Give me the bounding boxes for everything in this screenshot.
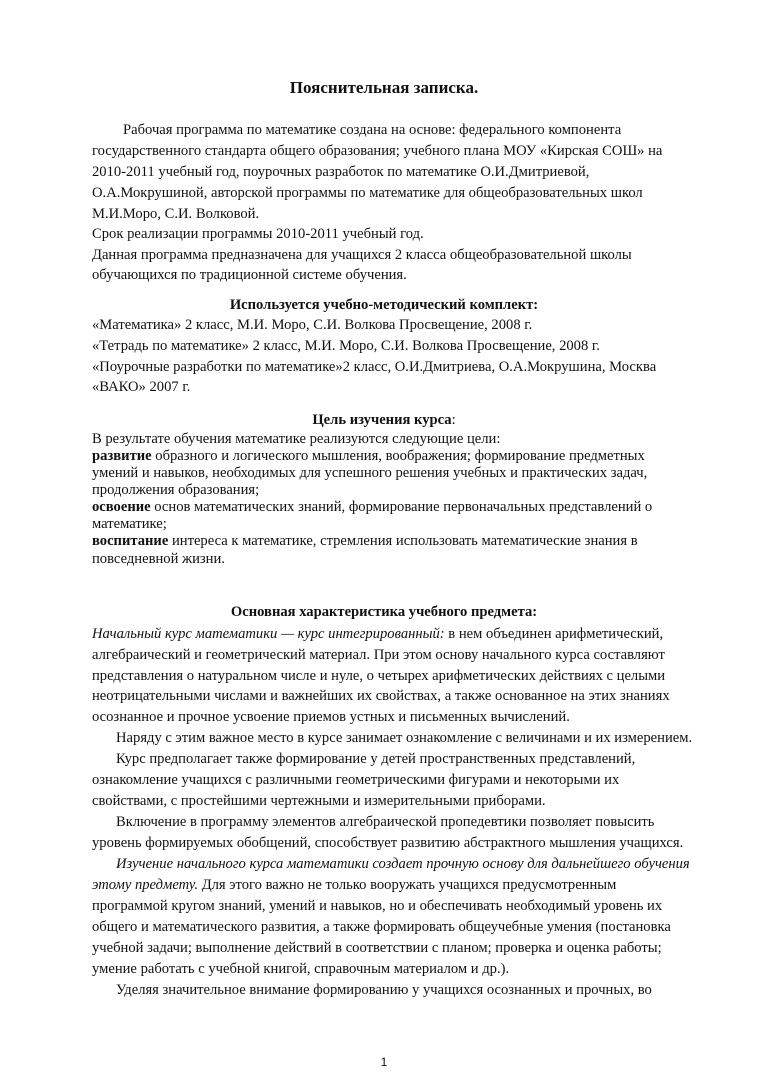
intro-line: Данная программа предназначена для учащихся 2 класса общеобразовательной школы xyxy=(92,247,632,263)
document-title: Пояснительная записка. xyxy=(289,78,479,97)
kit-line: «ВАКО» 2007 г. xyxy=(92,379,191,395)
goal-term: воспитание xyxy=(92,533,169,549)
paragraph-line: ознакомление учащихся с различными геометрическими фигурами и некоторыми их xyxy=(92,772,620,788)
paragraph-line: программой кругом знаний, умений и навыков, но и обеспечивать необходимый уровень их xyxy=(92,898,663,914)
goal-text: основ математических знаний, формирование первоначальных представлений о xyxy=(150,499,653,515)
kit-heading: Используется учебно-методический комплект: xyxy=(229,297,539,313)
paragraph-line: осознанное и прочное усвоение приемов устных и письменных вычислений. xyxy=(92,709,570,725)
goal-text-line: продолжения образования; xyxy=(92,482,260,498)
paragraph-line: представления о натуральном числе и нуле, о четырех арифметических действиях с целыми xyxy=(92,668,666,684)
intro-line: Рабочая программа по математике создана на основе: федерального компонента xyxy=(123,122,622,138)
paragraph-line: неотрицательными числами и важнейших их свойствах, а также основанное на этих знаниях xyxy=(92,688,670,704)
text-phrase: Для этого важно не только вооружать учащихся предусмотренным xyxy=(198,877,617,893)
paragraph-line: Наряду с этим важное место в курсе занимает ознакомление с величинами и их измерением. xyxy=(116,730,693,746)
goal-text-line: повседневной жизни. xyxy=(92,551,225,567)
goal-mastering xyxy=(92,497,652,517)
paragraph-line: Включение в программу элементов алгебраической пропедевтики позволяет повысить xyxy=(116,814,655,830)
italic-phrase: Начальный курс математики — курс интегрированный: xyxy=(92,626,445,642)
paragraph-line: алгебраический и геометрический материал. При этом основу начального курса составляют xyxy=(92,647,665,663)
intro-line: Срок реализации программы 2010-2011 учебный год. xyxy=(92,226,424,242)
characteristic-heading: Основная характеристика учебного предмета: xyxy=(230,604,538,620)
goals-heading xyxy=(0,410,768,430)
goal-text-line: математике; xyxy=(92,516,167,532)
page-number: 1 xyxy=(380,1055,388,1069)
goal-text: интереса к математике, стремления использовать математические знания в xyxy=(168,533,638,549)
goal-upbringing xyxy=(92,531,638,551)
intro-line: обучающихся по традиционной системе обучения. xyxy=(92,267,407,283)
paragraph-line: Уделяя значительное внимание формированию у учащихся осознанных и прочных, во xyxy=(116,982,652,998)
kit-line: «Поурочные разработки по математике»2 класс, О.И.Дмитриева, О.А.Мокрушина, Москва xyxy=(92,359,657,375)
goals-heading-colon: : xyxy=(451,412,456,428)
paragraph-line: общего и математического развития, а также формировать общеучебные умения (постановка xyxy=(92,919,671,935)
paragraph-line: Изучение начального курса математики создает прочную основу для дальнейшего обучения xyxy=(116,856,690,872)
goal-term: развитие xyxy=(92,448,152,464)
intro-line: 2010-2011 учебный год, поурочных разработок по математике О.И.Дмитриевой, xyxy=(92,164,590,180)
goal-text-line: умений и навыков, необходимых для успешного решения учебных и практических задач, xyxy=(92,465,648,481)
kit-line: «Математика» 2 класс, М.И. Моро, С.И. Волкова Просвещение, 2008 г. xyxy=(92,317,533,333)
intro-line: М.И.Моро, С.И. Волковой. xyxy=(92,206,260,222)
paragraph-line: учебной задачи; выполнение действий в соответствии с планом; проверка и оценка работы; xyxy=(92,940,662,956)
italic-phrase: этому предмету. xyxy=(92,877,199,893)
kit-line: «Тетрадь по математике» 2 класс, М.И. Моро, С.И. Волкова Просвещение, 2008 г. xyxy=(92,338,600,354)
paragraph-line: уровень формируемых обобщений, способствует развитию абстрактного мышления учащихся. xyxy=(92,835,684,851)
intro-line: государственного стандарта общего образования; учебного плана МОУ «Кирская СОШ» на xyxy=(92,143,663,159)
paragraph-line: умение работать с учебной книгой, справочным материалом и др.). xyxy=(92,961,510,977)
goal-text: образного и логического мышления, воображения; формирование предметных xyxy=(151,448,645,464)
goals-heading-text: Цель изучения курса xyxy=(312,412,452,428)
paragraph-line xyxy=(92,875,616,895)
intro-line: О.А.Мокрушиной, авторской программы по математике для общеобразовательных школ xyxy=(92,185,643,201)
goal-term: освоение xyxy=(92,499,151,515)
paragraph-line: Курс предполагает также формирование у детей пространственных представлений, xyxy=(116,751,636,767)
text-phrase: в нем объединен арифметический, xyxy=(444,626,664,642)
goals-lead: В результате обучения математике реализуются следующие цели: xyxy=(92,431,501,447)
paragraph-line xyxy=(92,624,663,644)
paragraph-line: свойствами, с простейшими чертежными и измерительными приборами. xyxy=(92,793,546,809)
